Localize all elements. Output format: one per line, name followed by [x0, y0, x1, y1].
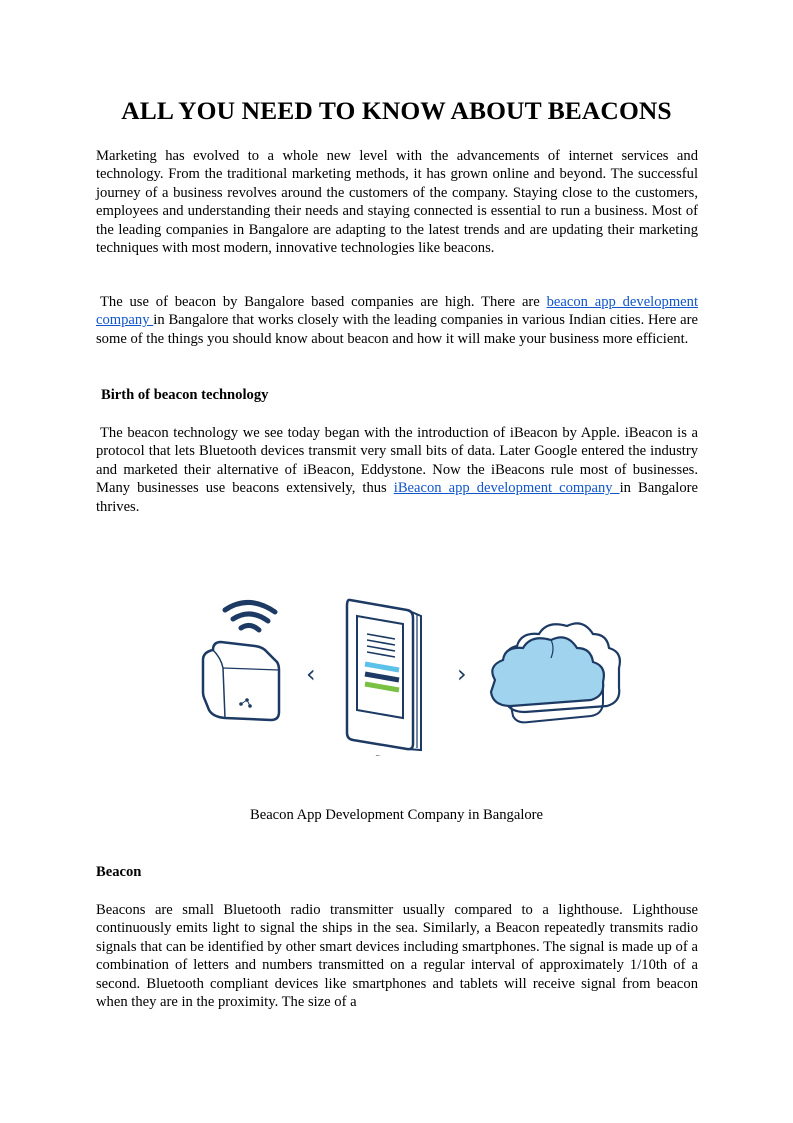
figure-caption: Beacon App Development Company in Bangalore	[249, 807, 544, 823]
beacon-app-development-company-link[interactable]: beacon app development company	[96, 294, 698, 329]
birth-paragraph-text-start: The beacon technology we see today began with the introduction of iBeacon by Apple. iBeacon is a protocol that lets Bluetooth devices transmit very small bits of data. Later Google entered the industry and marketed their alternative of iBeacon, Eddystone. Now the iBeacons rule most of businesses. Many businesses use beacons extensively, thus	[96, 425, 698, 497]
page-title: ALL YOU NEED TO KNOW ABOUT BEACONS	[121, 96, 672, 125]
right-arrow-icon: ›	[457, 660, 467, 688]
tablet-icon	[347, 600, 421, 756]
use-paragraph	[96, 293, 698, 348]
left-arrow-icon: ‹	[306, 660, 316, 688]
use-paragraph-text-start: The use of beacon by Bangalore based companies are high. There are	[100, 294, 547, 310]
birth-of-beacon-heading: Birth of beacon technology	[101, 387, 269, 403]
ibeacon-app-development-company-link[interactable]: iBeacon app development company	[393, 480, 620, 497]
cloud-icon	[491, 623, 620, 722]
beacon-paragraph: Beacons are small Bluetooth radio transmitter usually compared to a lighthouse. Lighthouse continuously emits light to signal the ships in the sea. Similarly, a Beacon repeatedly transmits radio signals that can be identified by other smart devices including smartphones. The signal is made up of a combination of letters and numbers transmitted on a regular interval of approximately 1/10th of a second. Bluetooth compliant devices like smartphones and tablets will receive signal from beacon when they are in the proximity. The size of a	[96, 902, 698, 1011]
wifi-signal-icon	[225, 602, 275, 630]
birth-paragraph-text-end: in Bangalore thrives.	[96, 480, 698, 515]
birth-paragraph	[96, 424, 698, 516]
use-paragraph-text-end: in Bangalore that works closely with the leading companies in various Indian cities. Here are some of the things you should know about beacon and how it will make your business more efficient.	[96, 312, 698, 347]
intro-paragraph: Marketing has evolved to a whole new level with the advancements of internet services and technology. From the traditional marketing methods, it has grown online and beyond. The successful journey of a business revolves around the customers of the company. Staying close to the customers, employees and understanding their needs and staying connected is essential to run a business. Most of the leading companies in Bangalore are adapting to the latest trends and are updating their marketing techniques with most modern, innovative technologies like beacons.	[96, 148, 698, 257]
beacon-device-icon	[203, 642, 279, 720]
beacon-illustration	[195, 588, 635, 756]
beacon-heading: Beacon	[96, 864, 142, 880]
beacon-illustration-svg	[195, 588, 635, 756]
